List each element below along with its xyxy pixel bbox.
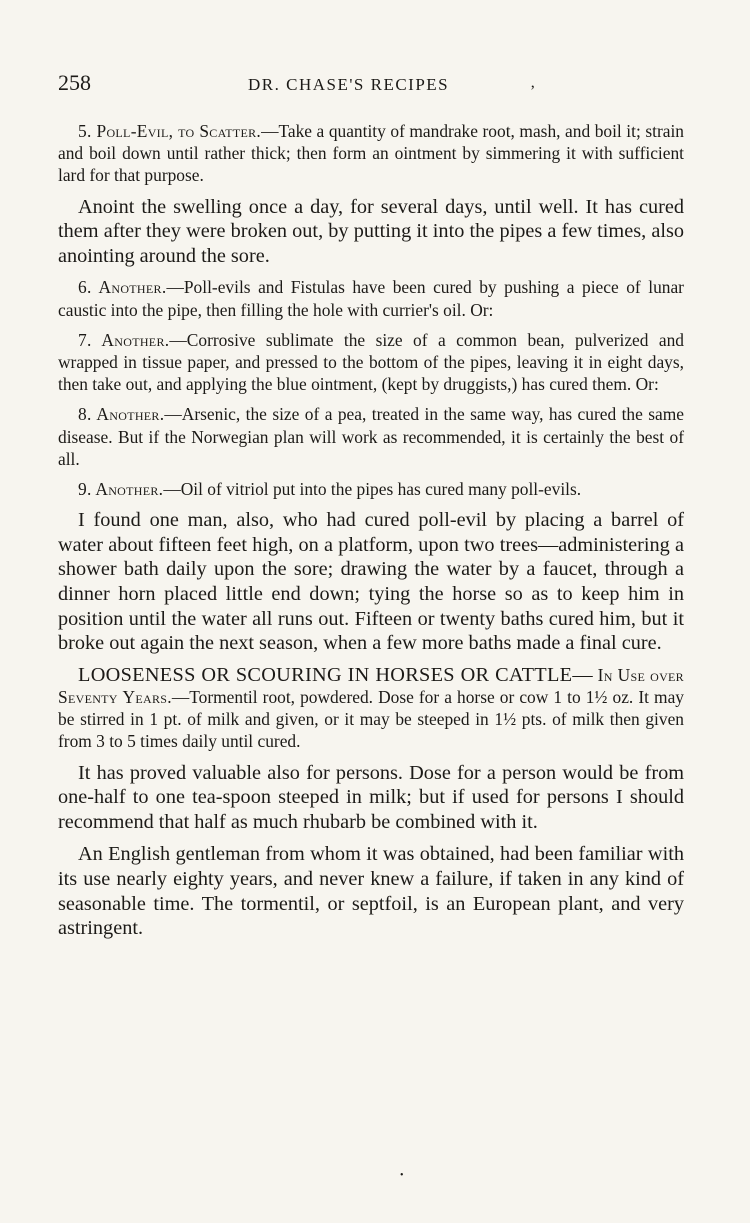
recipe-paragraph [58,120,684,187]
recipe-heading: 9. Another. [78,479,164,500]
recipe-heading: 7. Another. [78,329,170,350]
page-number: 258 [58,70,91,95]
recipe-heading: 5. Poll-Evil, to Scatter. [78,121,262,141]
recipe-paragraph [58,276,684,320]
recipe-paragraph [58,403,684,470]
recipe-heading: 6. Another. [78,277,167,298]
footer-dot: • [400,1170,404,1181]
recipe-paragraph [58,478,684,500]
paragraph-text: —Tormentil root, powdered. Dose for a horse or cow 1 to 1½ oz. It may be stirred in 1 pt. of milk and given, or it may be steeped in 1½ pts. of milk then given from 3 to 5 times daily until cured. [58,686,684,752]
running-title: DR. CHASE'S RECIPES [248,75,450,94]
paragraph-text: —Oil of vitriol put into the pipes has cured many poll-evils. [163,479,582,500]
recipe-paragraph [58,329,684,396]
paragraph-text: I found one man, also, who had cured poll-evil by placing a barrel of water about fifteen feet high, on a platform, upon two trees—administering a shower bath daily upon the sore; drawing the water by a faucet, through a dinner horn placed little end down; tying the horse so as to keep him in position until the water all runs out. Fifteen or twenty baths cured him, but it broke out again the next season, when a few more baths made a final cure. [58,509,684,655]
paragraph-text: —Poll-evils and Fistulas have been cured by pushing a piece of lunar caustic into the pipe, then filling the hole with currier's oil. Or: [58,277,684,320]
section-title: LOOSENESS OR SCOURING IN HORSES OR CATTLE— [78,663,593,686]
body-paragraph [58,761,684,835]
paragraph-text: —Take a quantity of mandrake root, mash, and boil it; strain and boil down until rather thick; then form an ointment by simmering it with sufficient lard for that purpose. [58,121,684,186]
paragraph-text: —Arsenic, the size of a pea, treated in the same way, has cured the same disease. But if the Norwegian plan will work as recommended, it is certainly the best of all. [58,404,684,469]
recipe-heading: In Use over Seventy Years. [58,664,684,707]
recipe-paragraph [58,664,684,753]
body-paragraph [58,508,684,656]
paragraph-text: It has proved valuable also for persons. Dose for a person would be from one-half to one tea-spoon steeped in milk; but if used for persons I should recommend that half as much rhubarb be combined with it. [58,761,684,833]
page-body [58,120,684,941]
paragraph-text: Anoint the swelling once a day, for several days, until well. It has cured them after they were broken out, by putting it into the pipes a few times, also anointing around the sore. [58,195,684,267]
paragraph-text: —Corrosive sublimate the size of a common bean, pulverized and wrapped in tissue paper, and pressed to the bottom of the pipes, leaving it in eight days, then take out, and applying the blue ointment, (kept by druggists,) has cured them. Or: [58,329,684,395]
page-header [58,70,686,100]
body-paragraph [58,195,684,269]
recipe-heading: 8. Another. [78,404,165,425]
header-mark: ‚ [530,74,536,91]
body-paragraph [58,842,684,940]
paragraph-text: An English gentleman from whom it was obtained, had been familiar with its use nearly eighty years, and never knew a failure, if taken in any kind of seasonable time. The tormentil, or septfoil, is an European plant, and very astringent. [58,843,684,940]
